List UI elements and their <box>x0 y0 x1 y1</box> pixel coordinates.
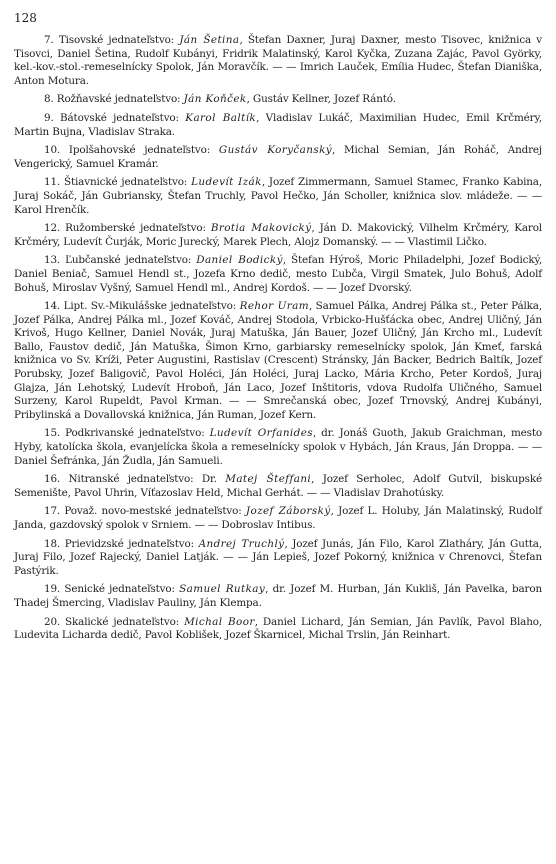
entry-chairman: Andrej Truchlý <box>198 537 285 550</box>
entry-members: , Jozef Zimmermann, Samuel Stamec, Franko Kabina, Juraj Sokáč, Ján Gubriansky, Štefan Truchly, Pavol Hečko, Ján Scholler, knižnica slov. mládeže. — — Karol Hrenčík. <box>14 176 542 216</box>
entry-heading: 10. Ipolšahovské jednateľstvo: <box>44 144 219 157</box>
entry-heading: 18. Prievidzské jednateľstvo: <box>44 537 199 550</box>
entry-heading: 11. Štiavnické jednateľstvo: <box>44 176 192 189</box>
entry-members: , Michal Semian, Ján Roháč, Andrej Vengerický, Samuel Kramár. <box>14 144 542 170</box>
entry-chairman: Samuel Rutkay <box>179 583 266 596</box>
entry-paragraph <box>14 176 542 217</box>
entry-chairman: Ludevít Izák <box>191 176 262 189</box>
entry-members: , Daniel Lichard, Ján Semian, Ján Pavlík, Pavol Blaho, Ludevita Licharda dedič, Pavol Koblišek, Jozef Škarnicel, Michal Trslin, Ján Reinhart. <box>14 615 542 642</box>
entry-chairman: Karol Baltík <box>185 111 257 124</box>
entry-members: , Jozef L. Holuby, Ján Malatinský, Rudolf Janda, gazdovský spolok v Srniem. — — Dobroslav Intibus. <box>14 505 542 531</box>
entry-heading: 9. Bátovské jednateľstvo: <box>44 111 186 124</box>
entry-heading: 16. Nitranské jednateľstvo: Dr. <box>44 473 226 486</box>
entry-chairman: Ján Koňček <box>183 93 247 106</box>
entry-chairman: Ján Šetina <box>179 34 240 46</box>
entry-paragraph <box>14 93 542 107</box>
entry-chairman: Brotia Makovický <box>210 222 312 235</box>
entry-paragraph <box>14 112 542 139</box>
entry-paragraph <box>14 300 542 422</box>
entry-chairman: Daniel Bodický <box>196 254 283 267</box>
entry-members: , Gustáv Kellner, Jozef Rántó. <box>246 93 396 106</box>
entry-members: , Ján D. Makovický, Vilhelm Krčméry, Karol Krčméry, Ludevít Čurják, Moric Jurecký, Marek Plech, Alojz Domanský. — — Vlastimil Ličko. <box>14 222 542 248</box>
entry-heading: 17. Považ. novo-mestské jednateľstvo: <box>44 505 246 518</box>
entry-heading: 19. Senické jednateľstvo: <box>44 583 180 596</box>
page-number: 128 <box>14 11 37 25</box>
entry-paragraph <box>14 254 542 295</box>
entry-chairman: Matej Šteffani <box>225 473 312 486</box>
entry-members: , Štefan Hýroš, Moric Philadelphi, Jozef Bodický, Daniel Beniač, Samuel Hendl st., Jozefa Krno dedič, mesto Ľubča, Virgil Smatek, Julo Bohuš, Adolf Bohuš, Miroslav Vyšný, Samuel Hendl ml., Andrej Kordoš. — — Jozef Dvorský. <box>14 254 542 294</box>
entry-heading: 14. Lipt. Sv.-Mikulášske jednateľstvo: <box>44 300 240 313</box>
entry-chairman: Gustáv Koryčanský <box>218 144 333 157</box>
entry-chairman: Michal Boor <box>184 615 255 628</box>
entry-heading: 12. Ružomberské jednateľstvo: <box>44 222 211 235</box>
entry-paragraph <box>14 222 542 249</box>
entry-paragraph <box>14 34 542 88</box>
entry-chairman: Rehor Uram <box>239 300 309 313</box>
entry-heading: 15. Podkrivanské jednateľstvo: <box>44 427 210 440</box>
entry-members: , Vladislav Lukáč, Maximilian Hudec, Emil Krčméry, Martin Bujna, Vladislav Straka. <box>14 111 542 138</box>
entry-paragraph <box>14 473 542 500</box>
entry-heading: 7. Tisovské jednateľstvo: <box>44 34 180 46</box>
entry-paragraph <box>14 427 542 468</box>
entry-paragraph <box>14 583 542 610</box>
entry-list <box>14 34 542 643</box>
entry-members: , dr. Jonáš Guoth, Jakub Graichman, mesto Hyby, katolícka škola, evanjelícka škola a remeselnícky spolok v Hybách, Ján Kraus, Ján Droppa. — — Daniel Šefránka, Ján Žudla, Ján Samueli. <box>14 427 542 467</box>
entry-members: , dr. Jozef M. Hurban, Ján Kukliš, Ján Pavelka, baron Thadej Šmercing, Vladislav Pauliny, Ján Klempa. <box>14 583 543 609</box>
entry-paragraph <box>14 144 542 171</box>
entry-chairman: Jozef Záborský <box>245 505 331 518</box>
entry-paragraph <box>14 616 542 643</box>
entry-heading: 13. Ľubčanské jednateľstvo: <box>44 254 197 267</box>
entry-members: , Jozef Junás, Ján Filo, Karol Zlatháry, Ján Gutta, Juraj Filo, Jozef Rajecký, Daniel Latják. — — Ján Lepieš, Jozef Pokorný, knižnica v Chrenovci, Štefan Pastýrik. <box>14 537 542 577</box>
entry-paragraph <box>14 538 542 579</box>
entry-members: , Štefan Daxner, Juraj Daxner, mesto Tisovec, knižnica v Tisovci, Daniel Šetina, Rudolf Kubányi, Fridrik Malatinský, Karol Kyčka, Zuzana Zajác, Pavol Györky, kel.-kov.-stol.-remeselnícky Spolok, Ján Moravčík. — — Imrich Lauček, Emília Hudec, Štefan Dianiška, Anton Motura. <box>14 34 542 87</box>
entry-heading: 20. Skalické jednateľstvo: <box>44 615 185 628</box>
entry-members: , Samuel Pálka, Andrej Pálka st., Peter Pálka, Jozef Pálka, Andrej Pálka ml., Jozef Kováč, Andrej Stodola, Vrbicko-Hušťácka obec, Andrej Uličný, Ján Krivoš, Hugo Kellner, Daniel Novák, Juraj Matuška, Ján Bauer, Jozef Uličný, Ján Krcho ml., Ludevít Ballo, Faustov dedič, Ján Matuška, Šimon Krno, garbiarsky remeselnícky spolok, Ján Kmeť, farská knižnica vo Sv. Kríži, Peter Augustini, Rastislav (Crescent) Stránsky, Ján Backer, Bedrich Baltík, Jozef Porubsky, Jozef Baligovič, Pavol Holéci, Ján Holéci, Juraj Lacko, Mária Krcho, Peter Kordoš, Juraj Glajza, Ján Lehotský, Ludevít Hroboň, Ján Laco, Jozef Inštitoris, vdova Rudolfa Uličného, Samuel Surzeny, Karol Rupeldt, Pavol Krman. — — Smrečanská obec, Jozef Trnovský, Andrej Kubányi, Pribylinská a Dovallovská knižnica, Ján Ruman, Jozef Kern. <box>14 300 543 421</box>
document-page <box>14 10 542 648</box>
entry-heading: 8. Rožňavské jednateľstvo: <box>44 93 184 106</box>
entry-members: , Jozef Serholec, Adolf Gutvil, biskupské Semenište, Pavol Uhrin, Víťazoslav Held, Michal Gerhát. — — Vladislav Drahotúsky. <box>14 473 542 499</box>
entry-chairman: Ludevít Orfanides <box>209 427 313 440</box>
entry-paragraph <box>14 505 542 532</box>
